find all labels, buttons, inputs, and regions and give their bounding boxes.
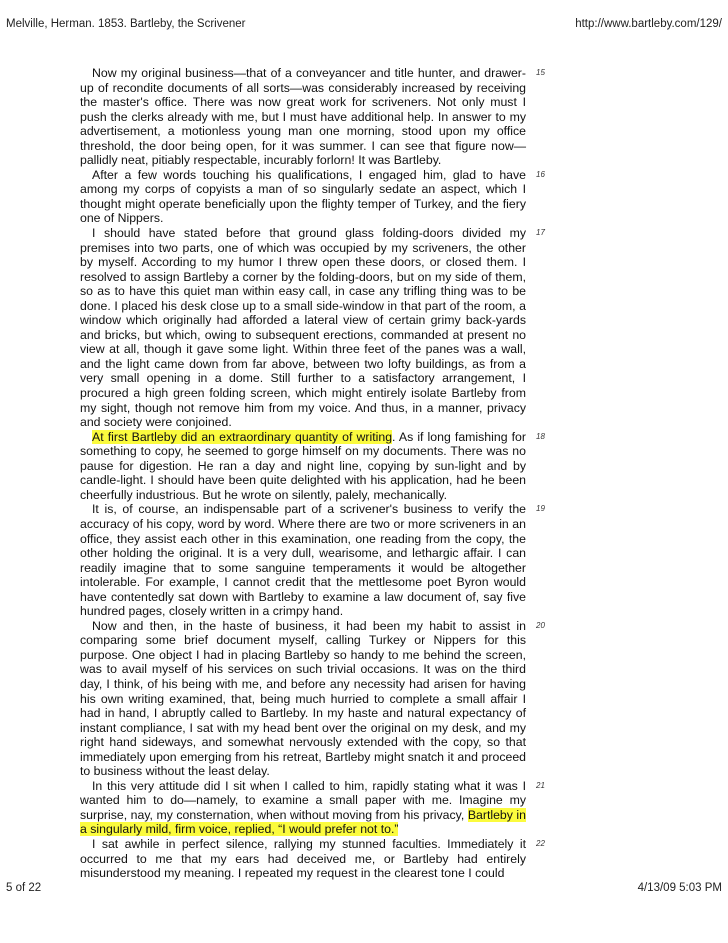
- paragraph-18: [80, 429, 545, 503]
- highlighted-text: At first Bartleby did an extraordinary quantity of writing: [92, 429, 393, 444]
- paragraph-number: 20: [536, 620, 545, 630]
- paragraph-text: It is, of course, an indispensable part of a scrivener's business to verify the accuracy of his copy, word by word. Where there are two or more scriveners in an office, they assist each other in this examination, one reading from the copy, the other holding the original. It is a very dull, wearisome, and lethargic affair. I can readily imagine that to some sanguine temperaments it would be altogether intolerable. For example, I cannot credit that the mettlesome poet Byron would have contentedly sat down with Bartleby to examine a law document of, say five hundred pages, closely written in a crimpy hand.: [80, 502, 526, 619]
- paragraph-number: 17: [536, 228, 545, 238]
- paragraph-text: I should have stated before that ground glass folding-doors divided my premises into two parts, one of which was occupied by my scriveners, the other by myself. According to my humor I threw open these doors, or closed them. I resolved to assign Bartleby a corner by the folding-doors, but on my side of them, so as to have this quiet man within easy call, in case any trifling thing was to be done. I placed his desk close up to a small side-window in that part of the room, a window which originally had afforded a lateral view of certain grimy back-yards and bricks, but which, owing to subsequent erections, commanded at present no view at all, though it gave some light. Within three feet of the panes was a wall, and the light came down from far above, between two lofty buildings, as from a very small opening in a dome. Still further to a satisfactory arrangement, I procured a high green folding screen, which might entirely isolate Bartleby from my sight, though not remove him from my voice. And thus, in a manner, privacy and society were conjoined.: [80, 226, 526, 430]
- paragraph-number: 19: [536, 504, 545, 514]
- paragraph-number: 16: [536, 169, 545, 179]
- paragraph-20: [80, 618, 545, 779]
- page-footer-count: 5 of 22: [6, 882, 42, 894]
- paragraph-16: [80, 167, 545, 226]
- paragraph-15: [80, 66, 545, 168]
- highlighted-text: Bartleby in a singularly mild, firm voice, replied, “I would prefer not to.”: [80, 807, 526, 837]
- page-header-url: http://www.bartleby.com/129/: [575, 18, 722, 30]
- paragraph-text: In this very attitude did I sit when I called to him, rapidly stating what it was I wanted him to do—namely, to examine a small paper with me. Imagine my surprise, nay, my consternation, when without moving from his privacy,: [80, 778, 526, 822]
- paragraph-text: Now and then, in the haste of business, it had been my habit to assist in comparing some brief document myself, calling Turkey or Nippers for this purpose. One object I had in placing Bartleby so handy to me behind the screen, was to avail myself of his services on such trivial occasions. It was on the third day, I think, of his being with me, and before any necessity had arisen for having his own writing examined, that, being much hurried to complete a small affair I had in hand, I abruptly called to Bartleby. In my haste and natural expectancy of instant compliance, I sat with my head bent over the original on my desk, and my right hand sideways, and somewhat nervously extended with the copy, so that immediately upon emerging from his retreat, Bartleby might snatch it and proceed to business without the least delay.: [80, 618, 526, 779]
- paragraph-number: 18: [536, 431, 545, 441]
- paragraph-number: 22: [536, 838, 545, 848]
- paragraph-17: [80, 226, 545, 430]
- paragraph-number: 15: [536, 68, 545, 77]
- paragraph-19: [80, 502, 545, 619]
- paragraph-21: [80, 778, 545, 837]
- paragraph-number: 21: [536, 780, 545, 790]
- paragraph-text: Now my original business—that of a conveyancer and title hunter, and drawer-up of recondite documents of all sorts—was considerably increased by receiving the master's office. There was now great work for scriveners. Not only must I push the clerks already with me, but I must have additional help. In answer to my advertisement, a motionless young man one morning, stood upon my office threshold, the door being open, for it was summer. I can see that figure now—pallidly neat, pitiably respectable, incurably forlorn! It was Bartleby.: [80, 66, 526, 168]
- paragraph-text: . As if long famishing for something to copy, he seemed to gorge himself on my documents. There was no pause for digestion. He ran a day and night line, copying by sun-light and by candle-light. I should have been quite delighted with his application, had he been cheerfully industrious. But he wrote on silently, palely, mechanically.: [80, 429, 526, 502]
- document-body: [80, 66, 545, 881]
- paragraph-text: After a few words touching his qualifications, I engaged him, glad to have among my corps of copyists a man of so singularly sedate an aspect, which I thought might operate beneficially upon the flighty temper of Turkey, and the fiery one of Nippers.: [80, 167, 526, 226]
- paragraph-text: I sat awhile in perfect silence, rallying my stunned faculties. Immediately it occurred to me that my ears had deceived me, or Bartleby had entirely misunderstood my meaning. I repeated my request in the clearest tone I could: [80, 836, 526, 881]
- page-footer-timestamp: 4/13/09 5:03 PM: [637, 882, 722, 894]
- page-header-title: Melville, Herman. 1853. Bartleby, the Scrivener: [6, 18, 246, 30]
- paragraph-22: [80, 836, 545, 881]
